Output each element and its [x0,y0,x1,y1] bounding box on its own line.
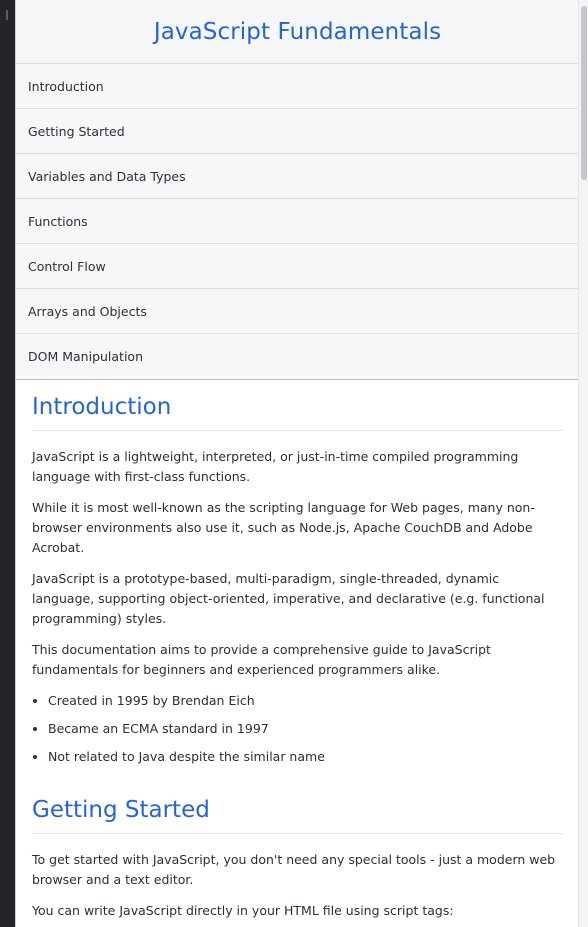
section-introduction [32,394,563,767]
edge-marker [6,10,8,20]
list-item: • Created in 1995 by Brendan Eich [48,691,563,711]
page-title: JavaScript Fundamentals [153,18,442,45]
document-page [15,0,579,927]
toc-item-dom-manipulation[interactable]: DOM Manipulation [28,349,143,364]
scrollbar-thumb[interactable] [581,6,587,180]
paragraph: To get started with JavaScript, you don't need any special tools - just a modern web browser and a text editor. [32,852,556,887]
toc-item-getting-started[interactable]: Getting Started [16,109,579,154]
list-item: • Not related to Java despite the similar name [48,747,563,767]
toc-item-variables-and-data-types[interactable]: Variables and Data Types [16,154,579,199]
paragraph: You can write JavaScript directly in your HTML file using script tags: [32,903,454,918]
toc-item-functions[interactable]: Functions [16,199,579,244]
list-item: • Became an ECMA standard in 1997 [48,719,563,739]
paragraph: JavaScript is a lightweight, interpreted, or just-in-time compiled programming language with first-class functions. [32,449,519,484]
window-left-edge [0,0,15,927]
main-content [16,380,579,921]
site-header [16,0,579,64]
toc-item-control-flow[interactable]: Control Flow [16,244,579,289]
toc-item-arrays-and-objects[interactable]: Arrays and Objects [16,289,579,334]
toc-item-introduction[interactable]: Introduction [16,64,579,109]
fact-list [32,691,563,767]
paragraph: JavaScript is a prototype-based, multi-paradigm, single-threaded, dynamic language, supporting object-oriented, imperative, and declarative (e.g. functional programming) styles. [32,571,545,626]
paragraph: While it is most well-known as the scripting language for Web pages, many non-browser environments also use it, such as Node.js, Apache CouchDB and Adobe Acrobat. [32,500,535,555]
section-getting-started [32,797,563,921]
section-heading: Getting Started [32,797,563,834]
paragraph: This documentation aims to provide a comprehensive guide to JavaScript fundamentals for beginners and experienced programmers alike. [32,642,491,677]
section-heading: Introduction [32,394,563,431]
vertical-scrollbar[interactable] [578,0,588,927]
table-of-contents [16,64,579,380]
